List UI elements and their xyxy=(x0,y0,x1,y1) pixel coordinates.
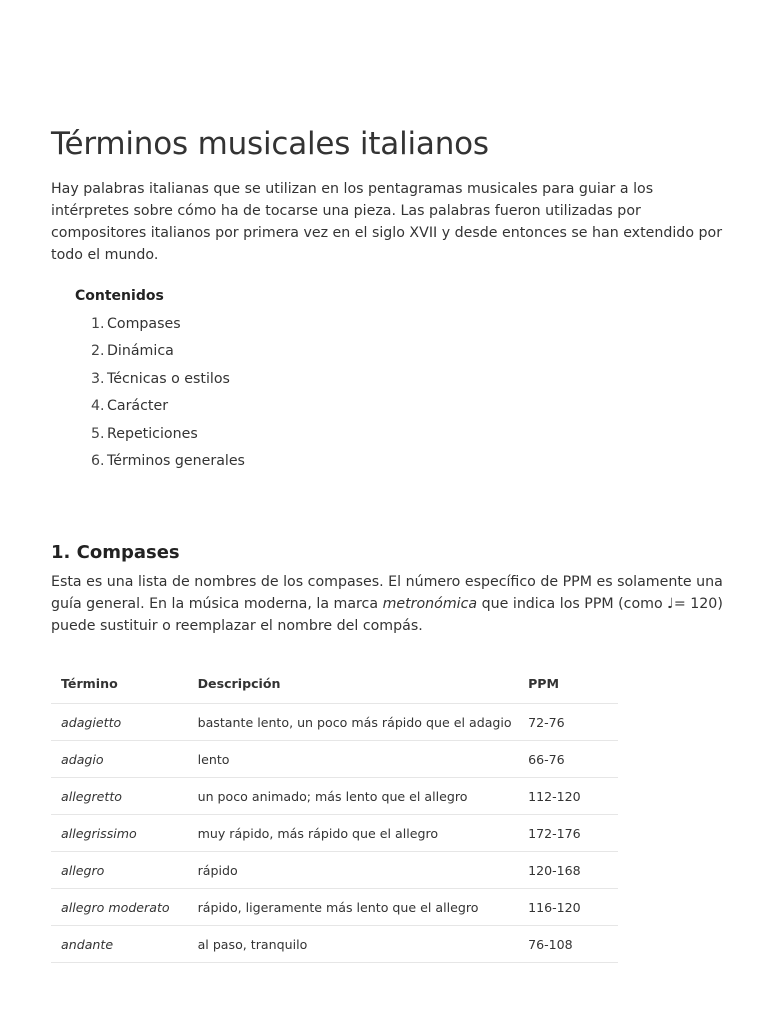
term-cell: andante xyxy=(51,926,188,963)
toc-item-number: 6. xyxy=(91,452,105,469)
ppm-cell: 120-168 xyxy=(518,852,618,889)
toc-item-number: 4. xyxy=(91,398,105,415)
toc-item-dinamica[interactable] xyxy=(75,341,475,368)
table-row xyxy=(51,889,618,926)
description-cell: lento xyxy=(188,741,518,778)
toc-item-terminos-generales[interactable] xyxy=(75,451,475,478)
toc-item-number: 3. xyxy=(91,370,105,387)
table-of-contents xyxy=(75,286,475,478)
term-cell: allegro moderato xyxy=(51,889,188,926)
term-cell: allegro xyxy=(51,852,188,889)
term-cell: allegrissimo xyxy=(51,815,188,852)
section-text-end: que indica los PPM (como ♩= 120) puede sustituir o reemplazar el nombre del compás. xyxy=(51,596,723,634)
section-paragraph xyxy=(51,571,723,637)
description-cell: bastante lento, un poco más rápido que el adagio xyxy=(188,704,518,741)
table-row xyxy=(51,741,618,778)
ppm-cell: 116-120 xyxy=(518,889,618,926)
section-text-start: Esta es una lista de nombres de los compases. El número específico de PPM es solamente una guía general. En la música moderna, la marca xyxy=(51,574,723,612)
toc-item-number: 1. xyxy=(91,316,105,332)
toc-item-compases[interactable] xyxy=(75,314,475,341)
term-cell: allegretto xyxy=(51,778,188,815)
column-header-ppm: PPM xyxy=(518,663,618,704)
description-cell: un poco animado; más lento que el allegro xyxy=(188,778,518,815)
tempo-table xyxy=(51,663,618,963)
table-row xyxy=(51,815,618,852)
description-cell: muy rápido, más rápido que el allegro xyxy=(188,815,518,852)
column-header-descripcion: Descripción xyxy=(188,663,518,704)
table-row xyxy=(51,926,618,963)
table-header-row xyxy=(51,663,618,704)
ppm-cell: 72-76 xyxy=(518,704,618,741)
toc-item-caracter[interactable] xyxy=(75,396,475,423)
ppm-cell: 112-120 xyxy=(518,778,618,815)
toc-item-tecnicas[interactable] xyxy=(75,369,475,396)
column-header-termino: Término xyxy=(51,663,188,704)
toc-list xyxy=(75,314,475,478)
toc-link-terminos-generales[interactable]: Términos generales xyxy=(107,452,245,469)
intro-paragraph: Hay palabras italianas que se utilizan en los pentagramas musicales para guiar a los intérpretes sobre cómo ha de tocarse una pieza. Las palabras fueron utilizadas por compositores italianos por primera vez en el siglo XVII y desde entonces se han extendido por todo el mundo. xyxy=(51,181,723,263)
toc-link-caracter[interactable]: Carácter xyxy=(107,398,169,415)
toc-heading: Contenidos xyxy=(75,288,164,304)
description-cell: al paso, tranquilo xyxy=(188,926,518,963)
table-row xyxy=(51,704,618,741)
toc-link-tecnicas[interactable]: Técnicas o estilos xyxy=(107,370,230,387)
section-heading-compases: 1. Compases xyxy=(51,542,180,563)
description-cell: rápido, ligeramente más lento que el allegro xyxy=(188,889,518,926)
table-row xyxy=(51,778,618,815)
ppm-cell: 172-176 xyxy=(518,815,618,852)
toc-item-number: 5. xyxy=(91,425,105,442)
toc-link-dinamica[interactable]: Dinámica xyxy=(107,343,174,360)
toc-item-repeticiones[interactable] xyxy=(75,424,475,451)
ppm-cell: 66-76 xyxy=(518,741,618,778)
table-row xyxy=(51,852,618,889)
section-text-emphasis: metronómica xyxy=(382,596,478,612)
term-cell: adagio xyxy=(51,741,188,778)
ppm-cell: 76-108 xyxy=(518,926,618,963)
page-title: Términos musicales italianos xyxy=(51,126,489,162)
toc-link-compases[interactable]: Compases xyxy=(107,316,181,332)
toc-link-repeticiones[interactable]: Repeticiones xyxy=(107,425,198,442)
term-cell: adagietto xyxy=(51,704,188,741)
toc-item-number: 2. xyxy=(91,343,105,360)
description-cell: rápido xyxy=(188,852,518,889)
